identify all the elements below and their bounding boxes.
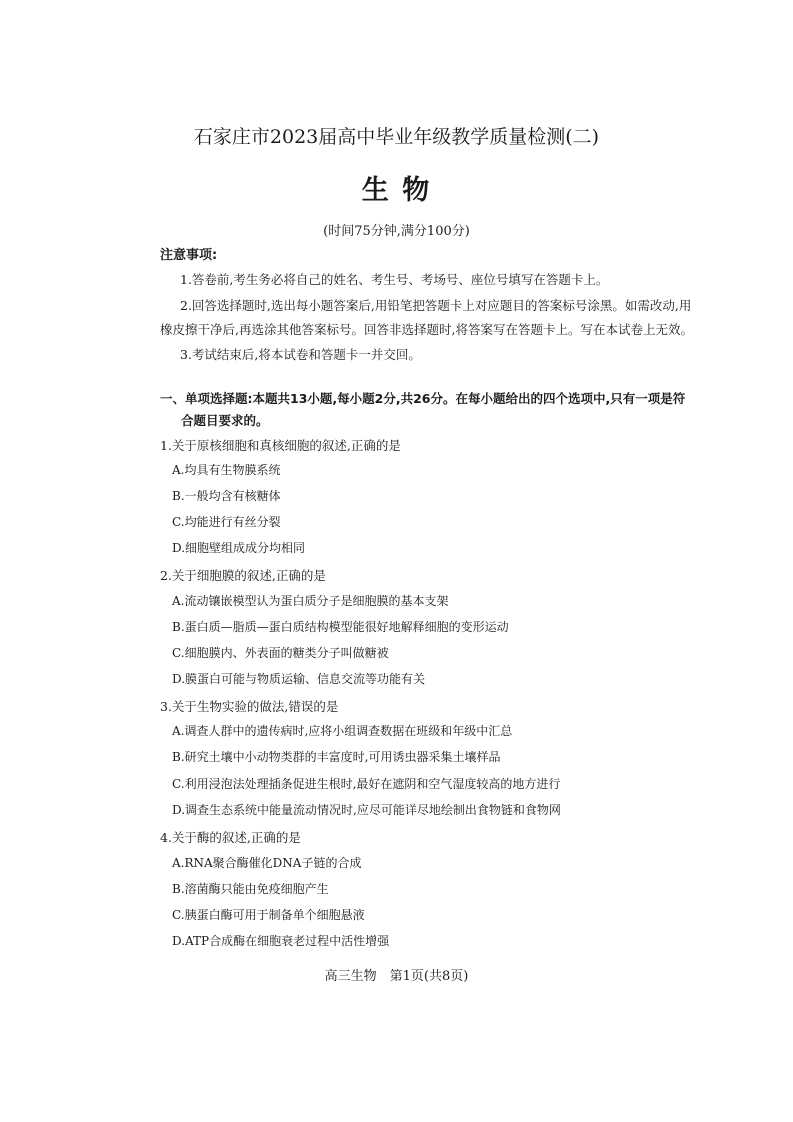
- question-4-option-d: D.ATP合成酶在细胞衰老过程中活性增强: [172, 934, 390, 948]
- question-4-option-c: C.胰蛋白酶可用于制备单个细胞悬液: [172, 908, 365, 922]
- question-2-option-c: C.细胞膜内、外表面的糖类分子叫做糖被: [172, 646, 389, 660]
- question-3-stem: 3.关于生物实验的做法,错误的是: [160, 699, 339, 714]
- question-2-option-d: D.膜蛋白可能与物质运输、信息交流等功能有关: [172, 672, 426, 686]
- question-3-option-b: B.研究土壤中小动物类群的丰富度时,可用诱虫器采集土壤样品: [172, 750, 501, 764]
- time-score-note: (时间75分钟,满分100分): [323, 224, 470, 239]
- question-1-option-d: D.细胞壁组成成分均相同: [172, 541, 306, 555]
- question-2-option-a: A.流动镶嵌模型认为蛋白质分子是细胞膜的基本支架: [172, 594, 449, 608]
- subject-title: 生 物: [361, 175, 432, 206]
- question-2-stem: 2.关于细胞膜的叙述,正确的是: [160, 568, 326, 583]
- question-3-option-d: D.调查生态系统中能量流动情况时,应尽可能详尽地绘制出食物链和食物网: [172, 803, 561, 817]
- question-1-option-a: A.均具有生物膜系统: [172, 463, 281, 477]
- section-heading-line-2: 合题目要求的。: [181, 413, 269, 428]
- page-footer: 高三生物 第1页(共8页): [324, 969, 469, 984]
- notice-item-2-line-2: 橡皮擦干净后,再选涂其他答案标号。回答非选择题时,将答案写在答题卡上。写在本试卷上无效。: [160, 322, 693, 337]
- question-4-option-b: B.溶菌酶只能由免疫细胞产生: [172, 882, 329, 896]
- question-4-option-a: A.RNA聚合酶催化DNA子链的合成: [172, 856, 362, 870]
- question-1-stem: 1.关于原核细胞和真核细胞的叙述,正确的是: [160, 438, 401, 453]
- question-1-option-c: C.均能进行有丝分裂: [172, 515, 281, 529]
- notice-item-1: 1.答卷前,考生务必将自己的姓名、考生号、考场号、座位号填写在答题卡上。: [180, 272, 609, 287]
- section-heading-line-1: 一、单项选择题:本题共13小题,每小题2分,共26分。在每小题给出的四个选项中,只有一项是符: [160, 391, 686, 406]
- notice-item-2-line-1: 2.回答选择题时,选出每小题答案后,用铅笔把答题卡上对应题目的答案标号涂黑。如需改动,用: [180, 298, 692, 313]
- exam-title: 石家庄市2023届高中毕业年级教学质量检测(二): [193, 126, 600, 148]
- question-4-stem: 4.关于酶的叙述,正确的是: [160, 830, 301, 845]
- notice-item-3: 3.考试结束后,将本试卷和答题卡一并交回。: [180, 347, 421, 362]
- question-3-option-a: A.调查人群中的遗传病时,应将小组调查数据在班级和年级中汇总: [172, 724, 513, 738]
- question-2-option-b: B.蛋白质—脂质—蛋白质结构模型能很好地解释细胞的变形运动: [172, 620, 509, 634]
- notice-heading: 注意事项:: [160, 248, 218, 263]
- question-3-option-c: C.利用浸泡法处理插条促进生根时,最好在遮阴和空气湿度较高的地方进行: [172, 777, 561, 791]
- question-1-option-b: B.一般均含有核糖体: [172, 489, 281, 503]
